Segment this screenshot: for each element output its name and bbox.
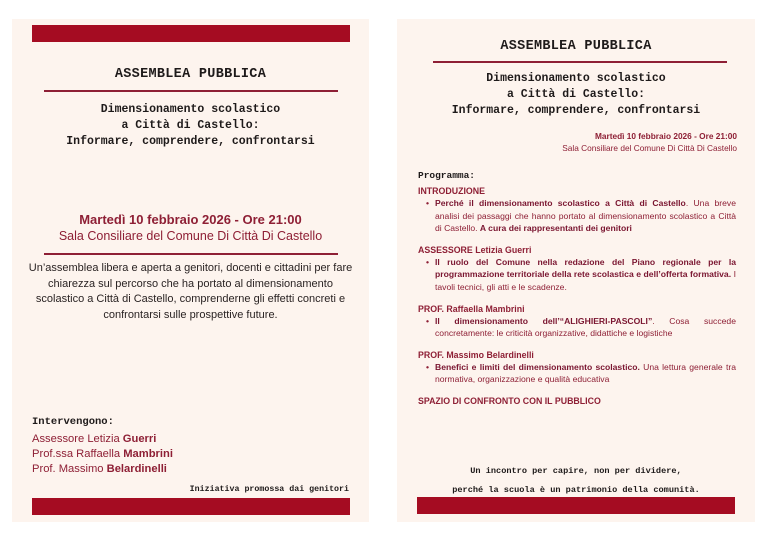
event-date: Martedì 10 febbraio 2026 - Ore 21:00 xyxy=(594,131,737,141)
program-section xyxy=(418,303,736,340)
event-venue: Sala Consiliare del Comune Di Città Di Castello xyxy=(562,143,737,153)
speakers-list xyxy=(32,432,173,477)
bullet-text: . Una breve analisi dei passaggi che hanno portato al dimensionamento scolastico a Città di Castello. xyxy=(435,198,736,234)
date-divider xyxy=(44,253,338,255)
program-section xyxy=(418,395,736,407)
speaker-role-name: Prof.ssa Raffaella xyxy=(32,448,124,460)
bottom-decorative-bar xyxy=(32,498,350,515)
section-title: PROF. Massimo Belardinelli xyxy=(418,349,534,360)
speaker-item xyxy=(32,447,173,462)
section-bullet xyxy=(418,256,736,294)
section-title: INTRODUZIONE xyxy=(418,186,485,196)
bullet-bold-text: Il ruolo del Comune nella redazione del Piano regionale per la programmazione territoriale della rete scolastica e dell’offerta formativa. xyxy=(435,256,736,280)
subtitle-line: Informare, comprendere, confrontarsi xyxy=(451,104,701,117)
event-description: Un’assemblea libera e aperta a genitori, docenti e cittadini per fare chiarezza sul percorso che ha portato al dimensionamento scolastico a Città di Castello, comprenderne gli effetti concreti e confrontarsi sulle prospettive future. xyxy=(28,262,353,321)
flyer-title: ASSEMBLEA PUBBLICA xyxy=(500,39,652,54)
subtitle-line: a Città di Castello: xyxy=(121,119,260,132)
event-venue: Sala Consiliare del Comune Di Città Di Castello xyxy=(58,229,323,243)
bullet-bold-text: Benefici e limiti del dimensionamento scolastico. xyxy=(435,361,640,372)
bullet-bold-tail: A cura dei rappresentanti dei genitori xyxy=(479,223,632,234)
subtitle-line: a Città di Castello: xyxy=(506,88,646,101)
section-title: PROF. Raffaella Mambrini xyxy=(418,303,525,314)
promoted-by-note: Iniziativa promossa dai genitori xyxy=(189,485,349,494)
subtitle-line: Dimensionamento scolastico xyxy=(486,72,666,85)
bottom-decorative-bar xyxy=(417,497,735,514)
program-list xyxy=(418,185,736,416)
speaker-surname: Belardinelli xyxy=(106,463,167,475)
speakers-heading: Intervengono: xyxy=(32,416,114,428)
flyer-title: ASSEMBLEA PUBBLICA xyxy=(114,67,267,82)
section-bullet xyxy=(418,361,736,386)
bullet-bold-text: Perché il dimensionamento scolastico a Città di Castello xyxy=(435,198,686,208)
subtitle-line: Informare, comprendere, confrontarsi xyxy=(66,135,315,148)
program-section xyxy=(418,244,736,294)
left-flyer xyxy=(12,19,369,522)
section-title: SPAZIO DI CONFRONTO CON IL PUBBLICO xyxy=(418,395,601,406)
bullet-text: I tavoli tecnici, gli atti e le scadenze. xyxy=(435,269,737,292)
program-heading: Programma: xyxy=(418,170,476,181)
subtitle-line: Dimensionamento scolastico xyxy=(100,103,281,116)
closing-line: Un incontro per capire, non per dividere, xyxy=(470,466,682,476)
speaker-role-name: Prof. Massimo xyxy=(32,463,107,475)
title-divider xyxy=(433,61,727,63)
program-section xyxy=(418,349,736,386)
flyer-subtitle xyxy=(397,71,755,119)
title-divider xyxy=(44,90,338,92)
speaker-item xyxy=(32,462,173,477)
event-date: Martedì 10 febbraio 2026 - Ore 21:00 xyxy=(79,212,302,227)
section-bullet xyxy=(418,197,736,235)
closing-quote xyxy=(397,462,755,500)
section-bullet xyxy=(418,315,736,340)
top-decorative-bar xyxy=(32,25,350,42)
bullet-text: Una lettura generale tra normativa, organizzazione e qualità educativa xyxy=(435,361,736,385)
speaker-role-name: Assessore Letizia xyxy=(32,433,123,445)
program-section xyxy=(418,185,736,235)
right-flyer xyxy=(397,19,755,522)
speaker-surname: Guerri xyxy=(122,433,157,445)
bullet-text: . Cosa succede concretamente: le criticità organizzative, didattiche e logistiche xyxy=(435,315,736,339)
closing-line: perché la scuola è un patrimonio della comunità. xyxy=(452,485,700,495)
section-title: ASSESSORE Letizia Guerri xyxy=(418,244,532,255)
flyer-subtitle xyxy=(12,102,369,150)
speaker-item xyxy=(32,432,173,447)
speaker-surname: Mambrini xyxy=(123,448,173,460)
bullet-bold-text: Il dimensionamento dell’“ALIGHIERI-PASCOLI” xyxy=(435,315,653,326)
